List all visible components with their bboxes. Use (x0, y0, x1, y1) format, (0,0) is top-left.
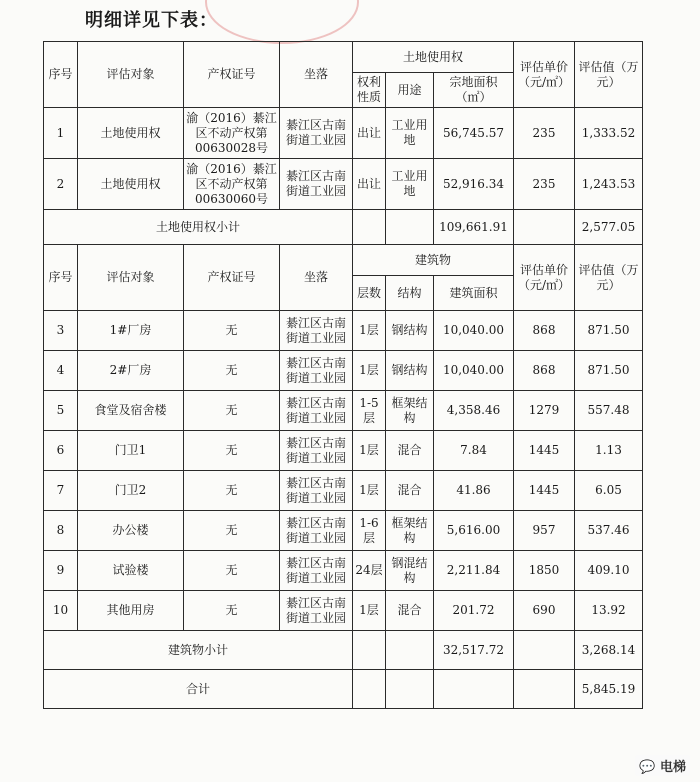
empty-cell (514, 670, 575, 709)
cell-floors: 1层 (353, 431, 386, 471)
cell-seq: 6 (44, 431, 78, 471)
cell-value: 409.10 (575, 551, 643, 591)
cell-seq: 7 (44, 471, 78, 511)
cell-floors: 1层 (353, 351, 386, 391)
cell-structure: 混合 (386, 431, 434, 471)
cell-structure: 框架结构 (386, 391, 434, 431)
building-subtotal-label: 建筑物小计 (44, 631, 353, 670)
cell-object: 办公楼 (78, 511, 184, 551)
watermark-text: 电梯 (659, 760, 686, 775)
cell-object: 其他用房 (78, 591, 184, 631)
cell-structure: 混合 (386, 471, 434, 511)
header-unit-price: 评估单价（元/㎡） (514, 245, 575, 311)
cell-area: 5,616.00 (434, 511, 514, 551)
table-row (44, 391, 643, 431)
cell-object: 门卫1 (78, 431, 184, 471)
land-header-row (44, 42, 643, 73)
cell-location: 綦江区古南街道工业园 (280, 551, 353, 591)
empty-cell (386, 631, 434, 670)
cell-structure: 框架结构 (386, 511, 434, 551)
cell-seq: 2 (44, 159, 78, 210)
cell-usage: 工业用地 (386, 159, 434, 210)
cell-floors: 1层 (353, 591, 386, 631)
cell-location: 綦江区古南街道工业园 (280, 431, 353, 471)
cell-floors: 1层 (353, 471, 386, 511)
header-building-area: 建筑面积 (434, 276, 514, 311)
cell-structure: 钢结构 (386, 351, 434, 391)
cell-cert: 渝（2016）綦江区不动产权第00630060号 (184, 159, 280, 210)
cell-location: 綦江区古南街道工业园 (280, 159, 353, 210)
cell-location: 綦江区古南街道工业园 (280, 351, 353, 391)
table-row (44, 108, 643, 159)
header-usage: 用途 (386, 73, 434, 108)
empty-cell (353, 210, 386, 245)
empty-cell (514, 210, 575, 245)
empty-cell (434, 670, 514, 709)
land-subtotal-area: 109,661.91 (434, 210, 514, 245)
cell-price: 1279 (514, 391, 575, 431)
cell-floors: 1-6层 (353, 511, 386, 551)
cell-price: 957 (514, 511, 575, 551)
building-rows (44, 311, 643, 631)
header-land-area: 宗地面积（㎡） (434, 73, 514, 108)
cell-price: 868 (514, 311, 575, 351)
empty-cell (386, 210, 434, 245)
cell-price: 1445 (514, 471, 575, 511)
building-subtotal-area: 32,517.72 (434, 631, 514, 670)
header-value: 评估值（万元） (575, 245, 643, 311)
cell-cert: 无 (184, 591, 280, 631)
cell-cert: 无 (184, 471, 280, 511)
land-subtotal-row (44, 210, 643, 245)
empty-cell (353, 631, 386, 670)
cell-object: 食堂及宿舍楼 (78, 391, 184, 431)
empty-cell (353, 670, 386, 709)
table-row (44, 551, 643, 591)
header-structure: 结构 (386, 276, 434, 311)
cell-cert: 无 (184, 511, 280, 551)
cell-floors: 1-5层 (353, 391, 386, 431)
cell-floors: 1层 (353, 311, 386, 351)
table-row (44, 159, 643, 210)
header-land-group: 土地使用权 (353, 42, 514, 73)
table-row (44, 591, 643, 631)
cell-area: 56,745.57 (434, 108, 514, 159)
cell-area: 10,040.00 (434, 311, 514, 351)
cell-nature: 出让 (353, 108, 386, 159)
cell-location: 綦江区古南街道工业园 (280, 391, 353, 431)
building-subtotal-row (44, 631, 643, 670)
page-heading: 明细详见下表： (85, 10, 218, 31)
table-row (44, 511, 643, 551)
cell-object: 1#厂房 (78, 311, 184, 351)
cell-value: 871.50 (575, 311, 643, 351)
watermark (635, 755, 690, 776)
cell-object: 土地使用权 (78, 159, 184, 210)
cell-location: 綦江区古南街道工业园 (280, 511, 353, 551)
empty-cell (386, 670, 434, 709)
table-row (44, 471, 643, 511)
cell-price: 235 (514, 159, 575, 210)
land-subtotal-value: 2,577.05 (575, 210, 643, 245)
table-row (44, 311, 643, 351)
cell-structure: 钢结构 (386, 311, 434, 351)
cell-seq: 1 (44, 108, 78, 159)
cell-value: 537.46 (575, 511, 643, 551)
cell-location: 綦江区古南街道工业园 (280, 591, 353, 631)
cell-area: 2,211.84 (434, 551, 514, 591)
cell-price: 690 (514, 591, 575, 631)
cell-area: 201.72 (434, 591, 514, 631)
header-building-group: 建筑物 (353, 245, 514, 276)
cell-seq: 4 (44, 351, 78, 391)
header-object: 评估对象 (78, 42, 184, 108)
cell-cert: 无 (184, 391, 280, 431)
cell-structure: 钢混结构 (386, 551, 434, 591)
building-subtotal-value: 3,268.14 (575, 631, 643, 670)
chat-bubble-icon: 💬 (639, 760, 656, 775)
header-seq: 序号 (44, 42, 78, 108)
cell-area: 7.84 (434, 431, 514, 471)
cell-seq: 8 (44, 511, 78, 551)
cell-cert: 无 (184, 311, 280, 351)
cell-nature: 出让 (353, 159, 386, 210)
cell-location: 綦江区古南街道工业园 (280, 108, 353, 159)
grand-total-value: 5,845.19 (575, 670, 643, 709)
cell-price: 1445 (514, 431, 575, 471)
cell-object: 土地使用权 (78, 108, 184, 159)
cell-seq: 9 (44, 551, 78, 591)
cell-seq: 10 (44, 591, 78, 631)
cell-floors: 24层 (353, 551, 386, 591)
cell-cert: 无 (184, 551, 280, 591)
table-row (44, 431, 643, 471)
cell-value: 871.50 (575, 351, 643, 391)
header-right-nature: 权利性质 (353, 73, 386, 108)
header-floors: 层数 (353, 276, 386, 311)
valuation-detail-table (43, 41, 643, 709)
cell-cert: 渝（2016）綦江区不动产权第00630028号 (184, 108, 280, 159)
cell-object: 试验楼 (78, 551, 184, 591)
cell-price: 1850 (514, 551, 575, 591)
cell-cert: 无 (184, 351, 280, 391)
cell-structure: 混合 (386, 591, 434, 631)
empty-cell (514, 631, 575, 670)
header-cert: 产权证号 (184, 42, 280, 108)
grand-total-row (44, 670, 643, 709)
cell-area: 41.86 (434, 471, 514, 511)
land-subtotal-label: 土地使用权小计 (44, 210, 353, 245)
header-location: 坐落 (280, 42, 353, 108)
red-seal-stamp (205, 0, 359, 44)
cell-value: 6.05 (575, 471, 643, 511)
cell-seq: 3 (44, 311, 78, 351)
cell-value: 557.48 (575, 391, 643, 431)
cell-value: 13.92 (575, 591, 643, 631)
grand-total-label: 合计 (44, 670, 353, 709)
table-row (44, 351, 643, 391)
cell-object: 2#厂房 (78, 351, 184, 391)
header-unit-price: 评估单价（元/㎡） (514, 42, 575, 108)
header-location: 坐落 (280, 245, 353, 311)
cell-location: 綦江区古南街道工业园 (280, 471, 353, 511)
cell-location: 綦江区古南街道工业园 (280, 311, 353, 351)
cell-area: 10,040.00 (434, 351, 514, 391)
cell-value: 1,243.53 (575, 159, 643, 210)
header-cert: 产权证号 (184, 245, 280, 311)
cell-value: 1,333.52 (575, 108, 643, 159)
building-header-row (44, 245, 643, 276)
cell-usage: 工业用地 (386, 108, 434, 159)
cell-seq: 5 (44, 391, 78, 431)
header-seq: 序号 (44, 245, 78, 311)
header-object: 评估对象 (78, 245, 184, 311)
cell-price: 868 (514, 351, 575, 391)
cell-price: 235 (514, 108, 575, 159)
cell-cert: 无 (184, 431, 280, 471)
header-value: 评估值（万元） (575, 42, 643, 108)
cell-object: 门卫2 (78, 471, 184, 511)
cell-value: 1.13 (575, 431, 643, 471)
cell-area: 52,916.34 (434, 159, 514, 210)
cell-area: 4,358.46 (434, 391, 514, 431)
